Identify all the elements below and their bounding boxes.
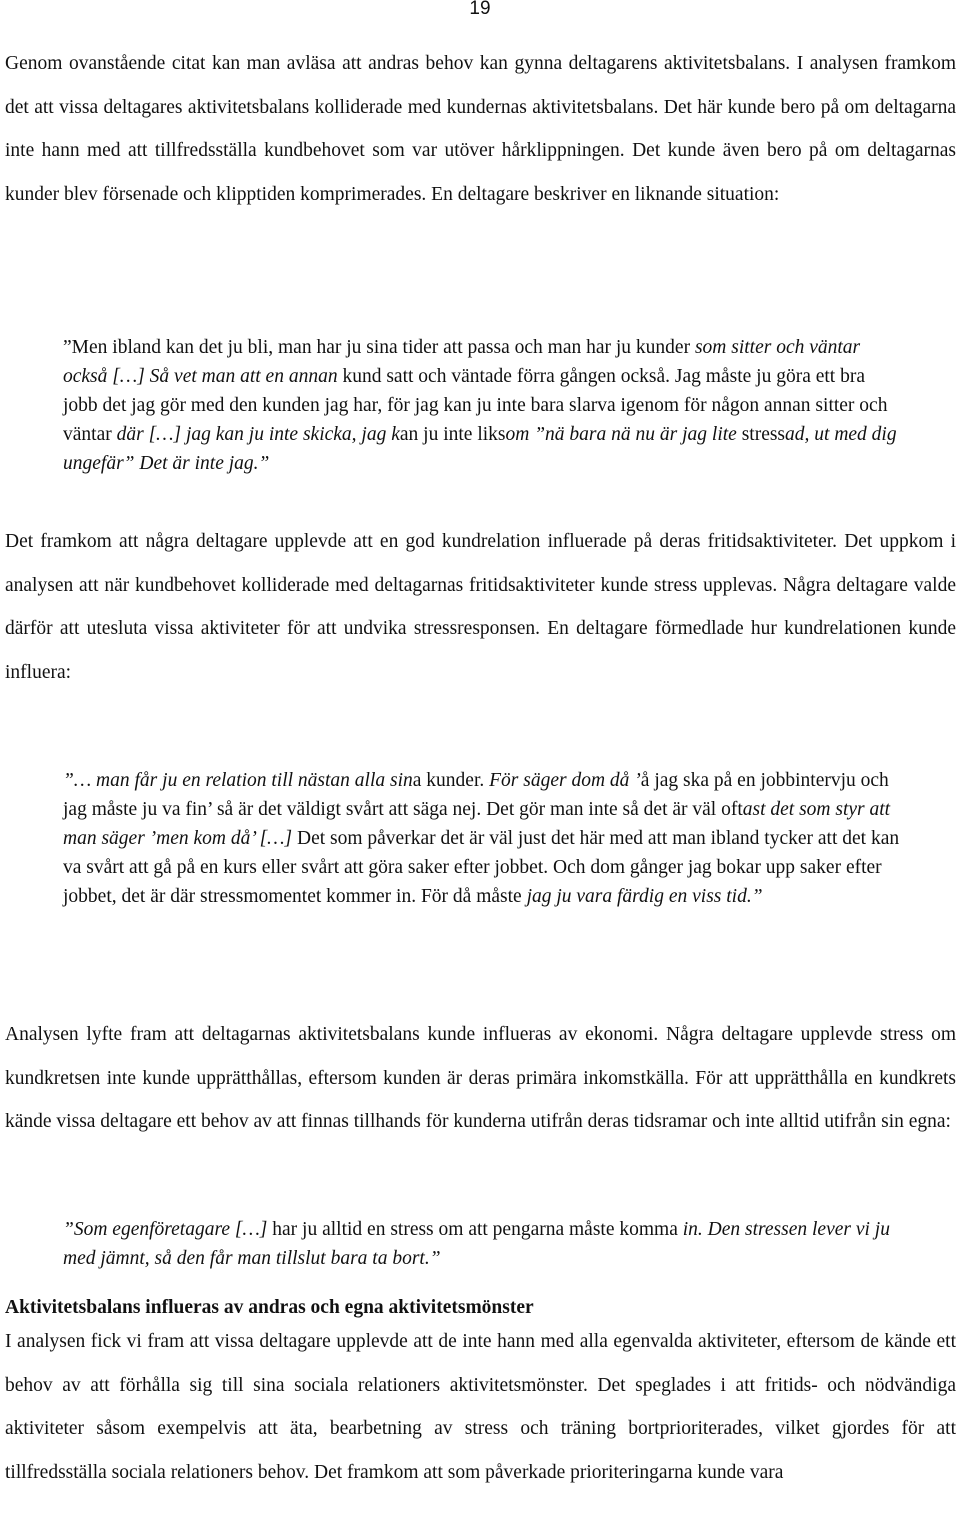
italic-text-run: ad, ut med dig ungefär” Det är inte jag.” [63, 424, 897, 474]
text-run: Genom ovanstående citat kan man avläsa att andras behov kan gynna deltagarens aktivitetsbalans. I analysen framkom det att vissa deltagares aktivitetsbalans kolliderade med kundernas aktivitetsbalans. Det här kunde bero på om deltagarna inte hann med att tillfredsställa kundbehovet som var utöver hårklippningen. Det kunde även bero på om deltagarnas kunder blev försenade och klipptiden komprimerades. En deltagare beskriver en liknande situation: [5, 53, 956, 205]
italic-text-run: ”… man får ju en relation till nästan alla sin [63, 770, 413, 791]
quote-1 [63, 333, 903, 478]
quote-3 [63, 1215, 903, 1273]
italic-text-run: in. Den stressen lever vi ju med jämnt, så den får man tillslut bara ta bort.” [63, 1219, 890, 1269]
italic-text-run: om ”nä bara nä nu är jag lite [505, 424, 737, 445]
text-run: Analysen lyfte fram att deltagarnas aktivitetsbalans kunde influeras av ekonomi. Några deltagare upplevde stress om kundkretsen inte kunde upprätthållas, eftersom kunden är deras primära inkomstkälla. För att upprätthålla en kundkrets kände vissa deltagare ett behov av att finnas tillhands för kunderna utifrån deras tidsramar och inte alltid utifrån sin egna: [5, 1024, 956, 1133]
text-run: Det som påverkar det är väl just det här med att man ibland tycker att det kan va svårt att gå på en kurs eller svårt att göra saker efter jobbet. Och dom gånger jag bokar upp saker efter jobbet, det är där stressmomentet kommer in. För då måste [63, 828, 900, 907]
italic-text-run: ”Som egenföretagare […] [63, 1219, 268, 1240]
italic-text-run: där […] jag kan ju inte skicka, jag k [116, 424, 400, 445]
italic-text-run: som sitter och väntar också […] Så vet man att en annan [63, 337, 861, 387]
text-run: har ju alltid en stress om att pengarna måste komma [267, 1219, 683, 1240]
paragraph-4 [5, 1320, 956, 1494]
italic-text-run: För säger dom då ’ [489, 770, 641, 791]
paragraph-2 [5, 520, 956, 694]
text-run: ”Men ibland kan det ju bli, man har ju sina tider att passa och man har ju kunder [63, 337, 695, 358]
text-run: stress [736, 424, 786, 445]
italic-text-run: ast det som styr att man säger ’men kom då’ […] [63, 799, 891, 849]
text-run: a kunder. [412, 770, 490, 791]
italic-text-run: jag ju vara färdig en viss tid.” [526, 886, 763, 907]
paragraph-3 [5, 1013, 956, 1144]
text-run: an ju inte liks [399, 424, 506, 445]
page-number: 19 [469, 0, 491, 19]
text-run: å jag ska på en jobbintervju och jag måste ju va fin’ så är det väldigt svårt att säga nej. Det gör man inte så det är väl oft [63, 770, 889, 820]
text-run: kund satt och väntade förra gången också. Jag måste ju göra ett bra jobb det jag gör med den kunden jag har, för jag kan ju inte bara slarva igenom för någon annan sitter och väntar [63, 366, 888, 445]
quote-2 [63, 766, 903, 911]
text-run: Det framkom att några deltagare upplevde att en god kundrelation influerade på deras fritidsaktiviteter. Det uppkom i analysen att när kundbehovet kolliderade med deltagarnas fritidsaktiviteter kunde stress upplevas. Några deltagare valde därför att utesluta vissa aktiviteter för att undvika stressresponsen. En deltagare förmedlade hur kundrelationen kunde influera: [5, 531, 956, 683]
text-run: I analysen fick vi fram att vissa deltagare upplevde att de inte hann med alla egenvalda aktiviteter, eftersom de kände ett behov av att förhålla sig till sina sociala relationers aktivitetsmönster. Det speglades i att fritids- och nödvändiga aktiviteter såsom exempelvis att äta, bearbetning av stress och träning bortprioriterades, vilket gjordes för att tillfredsställa sociala relationers behov. Det framkom att som påverkade prioriteringarna kunde vara [5, 1331, 956, 1483]
paragraph-1 [5, 42, 956, 216]
text-run: Aktivitetsbalans influeras av andras och egna aktivitetsmönster [5, 1297, 534, 1318]
